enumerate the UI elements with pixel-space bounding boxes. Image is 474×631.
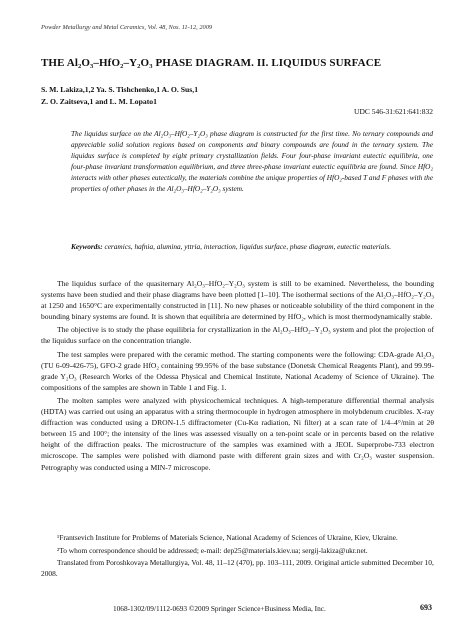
body-text [41, 278, 434, 475]
page-number: 693 [420, 603, 432, 612]
footnote-2: ²To whom correspondence should be addressed; e-mail: dep25@materials.kiev.ua; sergij-lakiza@ukr.net. [57, 545, 368, 555]
footer-citation: 1068-1302/09/1112-0693 ©2009 Springer Science+Business Media, Inc. [113, 604, 326, 613]
paper-title: THE Al₂O₃–HfO₂–Y₂O₃ PHASE DIAGRAM. II. LIQUIDUS SURFACE [41, 57, 382, 69]
paragraph-1: The liquidus surface of the quasiternary Al₂O₃–HfO₂–Y₂O₃ system is still to be examined. Nevertheless, the bounding systems have been studied and their phase diagrams have been plotted [1–10]. The isothermal sections of the Al₂O₃–HfO₂–Y₂O₃ at 1250 and 1650°C are experimentally constructed in [11]. No new phases or noticeable solubility of the third component in the bounding binary systems are found. It is shown that equilibria are determined by HfO₂, which is most thermodynamically stable. [41, 279, 434, 322]
author-line-2: Z. O. Zaitseva,1 and L. M. Lopato1 [41, 97, 157, 106]
author-list [41, 84, 198, 108]
udc-code: UDC 546-31:621:641:832 [354, 107, 433, 116]
translation-note: Translated from Poroshkovaya Metallurgiya, Vol. 48, 11–12 (470), pp. 103–111, 2009. Original article submitted December 10, 2008. [41, 558, 434, 578]
keywords-text: ceramics, hafnia, alumina, yttria, interaction, liquidus surface, phase diagram, eutectic materials. [104, 242, 392, 251]
paragraph-3: The test samples were prepared with the ceramic method. The starting components were the following: CDA-grade Al₂O₃ (TU 6-09-426-75), GFO-2 grade HfO₂ containing 99.95% of the base substance (Donetsk Chemical Reagents Plant), and 99.99-grade Y₂O₃ (Research Works of the Odessa Physical and Chemical Institute, National Academy of Science of Ukraine). The compositions of the samples are shown in Table 1 and Fig. 1. [41, 349, 434, 392]
keywords [71, 241, 433, 252]
footnotes [41, 533, 434, 581]
paragraph-2: The objective is to study the phase equilibria for crystallization in the Al₂O₃–HfO₂–Y₂O₃ system and plot the projection of the liquidus surface on the concentration triangle. [41, 325, 434, 346]
footnote-1: ¹Frantsevich Institute for Problems of Materials Science, National Academy of Sciences of Ukraine, Kiev, Ukraine. [57, 533, 398, 542]
journal-header: Powder Metallurgy and Metal Ceramics, Vol. 48, Nos. 11-12, 2009 [41, 24, 213, 31]
paragraph-4: The molten samples were analyzed with physicochemical techniques. A high-temperature differential thermal analysis (HDTA) was carried out using an apparatus with a string thermocouple in hydrogen atmosphere in molybdenum crucibles. X-ray diffraction was conducted using a DRON-1.5 diffractometer (Cu-Kα radiation, Ni filter) at a scan rate of 1/4–4°/min at 2θ between 15 and 100°; the intensity of the lines was assessed visually on a ten-point scale or in percents based on the relative height of the diffraction peaks. The microstructure of the samples was examined with a JEOL Superprobe-733 electron microscope. The samples were polished with diamond paste with different grain sizes and with Cr₂O₃ waster suspension. Petrography was conducted using a MIN-7 microscope. [41, 395, 434, 472]
keywords-label: Keywords: [71, 242, 103, 251]
abstract: The liquidus surface on the Al₂O₃–HfO₂–Y₂O₃ phase diagram is constructed for the first time. No ternary compounds and appreciable solid solution regions based on components and binary compounds are found in the ternary system. The liquidus surface is completed by eight primary crystallization fields. Four four-phase invariant eutectic equilibria, one four-phase invariant transformation equilibrium, and three three-phase invariant eutectic equilibria are found. Since HfO₂ interacts with other phases eutectically, the materials combine the unique properties of HfO₂-based T and F phases with the properties of other phases in the Al₂O₃–HfO₂–Y₂O₃ system. [71, 129, 433, 193]
author-line-1: S. M. Lakiza,1,2 Ya. S. Tishchenko,1 A. O. Sus,1 [41, 85, 199, 94]
